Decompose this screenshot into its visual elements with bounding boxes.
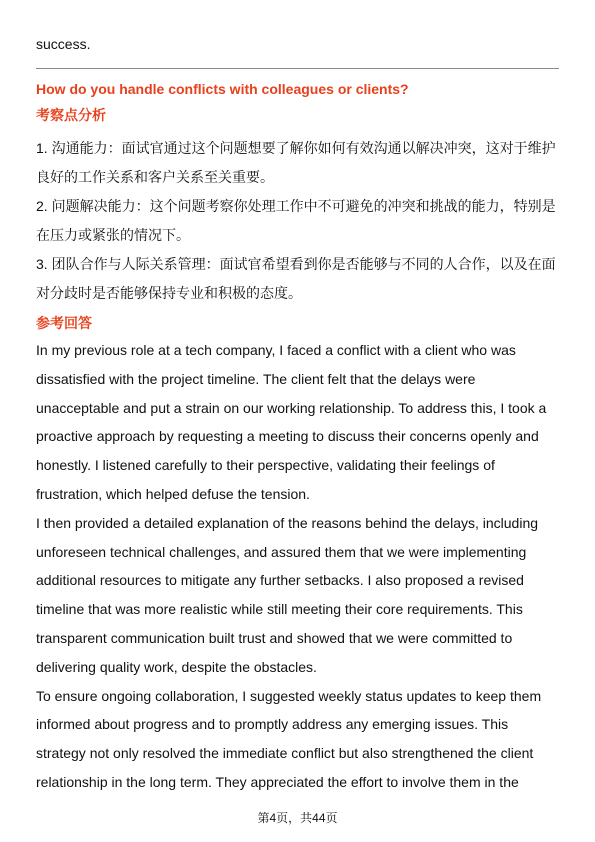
- analysis-points: [36, 134, 560, 308]
- previous-answer-tail: success.: [36, 36, 91, 52]
- answer-body: [36, 336, 560, 797]
- answer-paragraph: To ensure ongoing collaboration, I suggested weekly status updates to keep them informed about progress and to promptly address any emerging issues. This strategy not only resolved the immediate conflict but also strengthened the client relationship in the long term. They appreciated the effort to involve them in the: [36, 687, 542, 790]
- analysis-heading: 考察点分析: [36, 107, 106, 123]
- analysis-point: 1. 沟通能力：面试官通过这个问题想要了解你如何有效沟通以解决冲突，这对于维护良好的工作关系和客户关系至关重要。: [36, 140, 556, 185]
- page-number: 第4页，共44页: [257, 811, 338, 825]
- analysis-point: 2. 问题解决能力：这个问题考察你处理工作中不可避免的冲突和挑战的能力，特别是在压力或紧张的情况下。: [36, 198, 556, 243]
- answer-heading: 参考回答: [36, 315, 92, 331]
- question-title: How do you handle conflicts with colleagues or clients?: [36, 81, 409, 97]
- analysis-point: 3. 团队合作与人际关系管理：面试官希望看到你是否能够与不同的人合作，以及在面对分歧时是否能够保持专业和积极的态度。: [36, 256, 556, 301]
- answer-paragraph: I then provided a detailed explanation of the reasons behind the delays, including unforeseen technical challenges, and assured them that we were implementing additional resources to mitigate any further setbacks. I also proposed a revised timeline that was more realistic while still meeting their core requirements. This transparent communication built trust and showed that we were committed to delivering quality work, despite the obstacles.: [36, 514, 539, 675]
- answer-paragraph: In my previous role at a tech company, I faced a conflict with a client who was dissatisfied with the project timeline. The client felt that the delays were unacceptable and put a strain on our working relationship. To address this, I took a proactive approach by requesting a meeting to discuss their concerns openly and honestly. I listened carefully to their perspective, validating their feelings of frustration, which helped defuse the tension.: [36, 342, 547, 502]
- section-divider: [36, 68, 559, 69]
